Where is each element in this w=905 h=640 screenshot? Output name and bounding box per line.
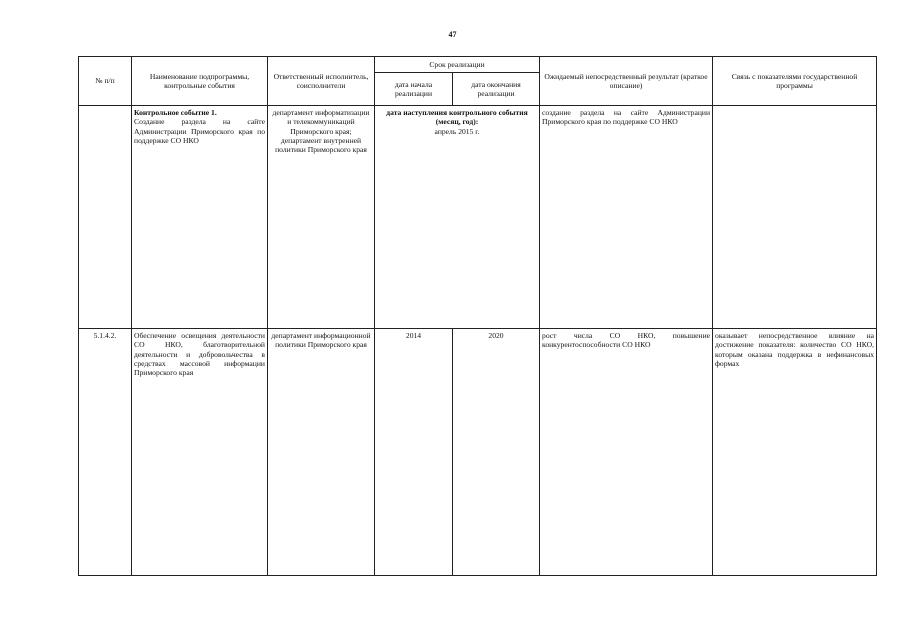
row-responsible: департамент информатизации и телекоммуникаций Приморского края; департамент внутренней политики Приморского края	[268, 106, 375, 329]
row-end: 2020	[453, 329, 540, 576]
date-label: дата наступления контрольного события (месяц, год):	[386, 108, 528, 127]
control-event-title: Контрольное событие 1.	[134, 108, 217, 117]
header-name: Наименование подпрограммы, контрольные события	[132, 57, 268, 106]
table-row	[79, 329, 877, 576]
row-name: Обеспечение освещения деятельности СО НКО, благотворительной деятельности и добровольчества в средствах массовой информации Приморского края	[132, 329, 268, 576]
header-link: Связь с показателями государственной программы	[713, 57, 877, 106]
row-name-cell	[132, 106, 268, 329]
row-responsible: департамент информационной политики Приморского края	[268, 329, 375, 576]
table-row	[79, 106, 877, 329]
row-num: 5.1.4.2.	[79, 329, 132, 576]
header-end: дата окончания реализации	[453, 73, 540, 106]
row-result: рост числа СО НКО, повышение конкурентоспособности СО НКО	[540, 329, 713, 576]
row-start: 2014	[375, 329, 453, 576]
row-name: Создание раздела на сайте Администрации Приморского края по поддержке СО НКО	[134, 117, 265, 145]
header-start: дата начала реализации	[375, 73, 453, 106]
header-responsible: Ответственный исполнитель, соисполнители	[268, 57, 375, 106]
program-table	[78, 56, 877, 576]
page-number: 47	[448, 30, 457, 39]
date-value: апрель 2015 г.	[434, 126, 480, 136]
header-period: Срок реализации	[375, 57, 540, 73]
header-result: Ожидаемый непосредственный результат (краткое описание)	[540, 57, 713, 106]
row-result: создание раздела на сайте Администрации Приморского края по поддержке СО НКО	[540, 106, 713, 329]
header-num: № п/п	[79, 57, 132, 106]
row-date-cell	[375, 106, 540, 329]
row-num	[79, 106, 132, 329]
table-header-row	[79, 57, 877, 73]
row-link: оказывает непосредственное влияние на достижение показателя: количество СО НКО, которым оказана поддержка в нефинансовых формах	[713, 329, 877, 576]
row-link	[713, 106, 877, 329]
